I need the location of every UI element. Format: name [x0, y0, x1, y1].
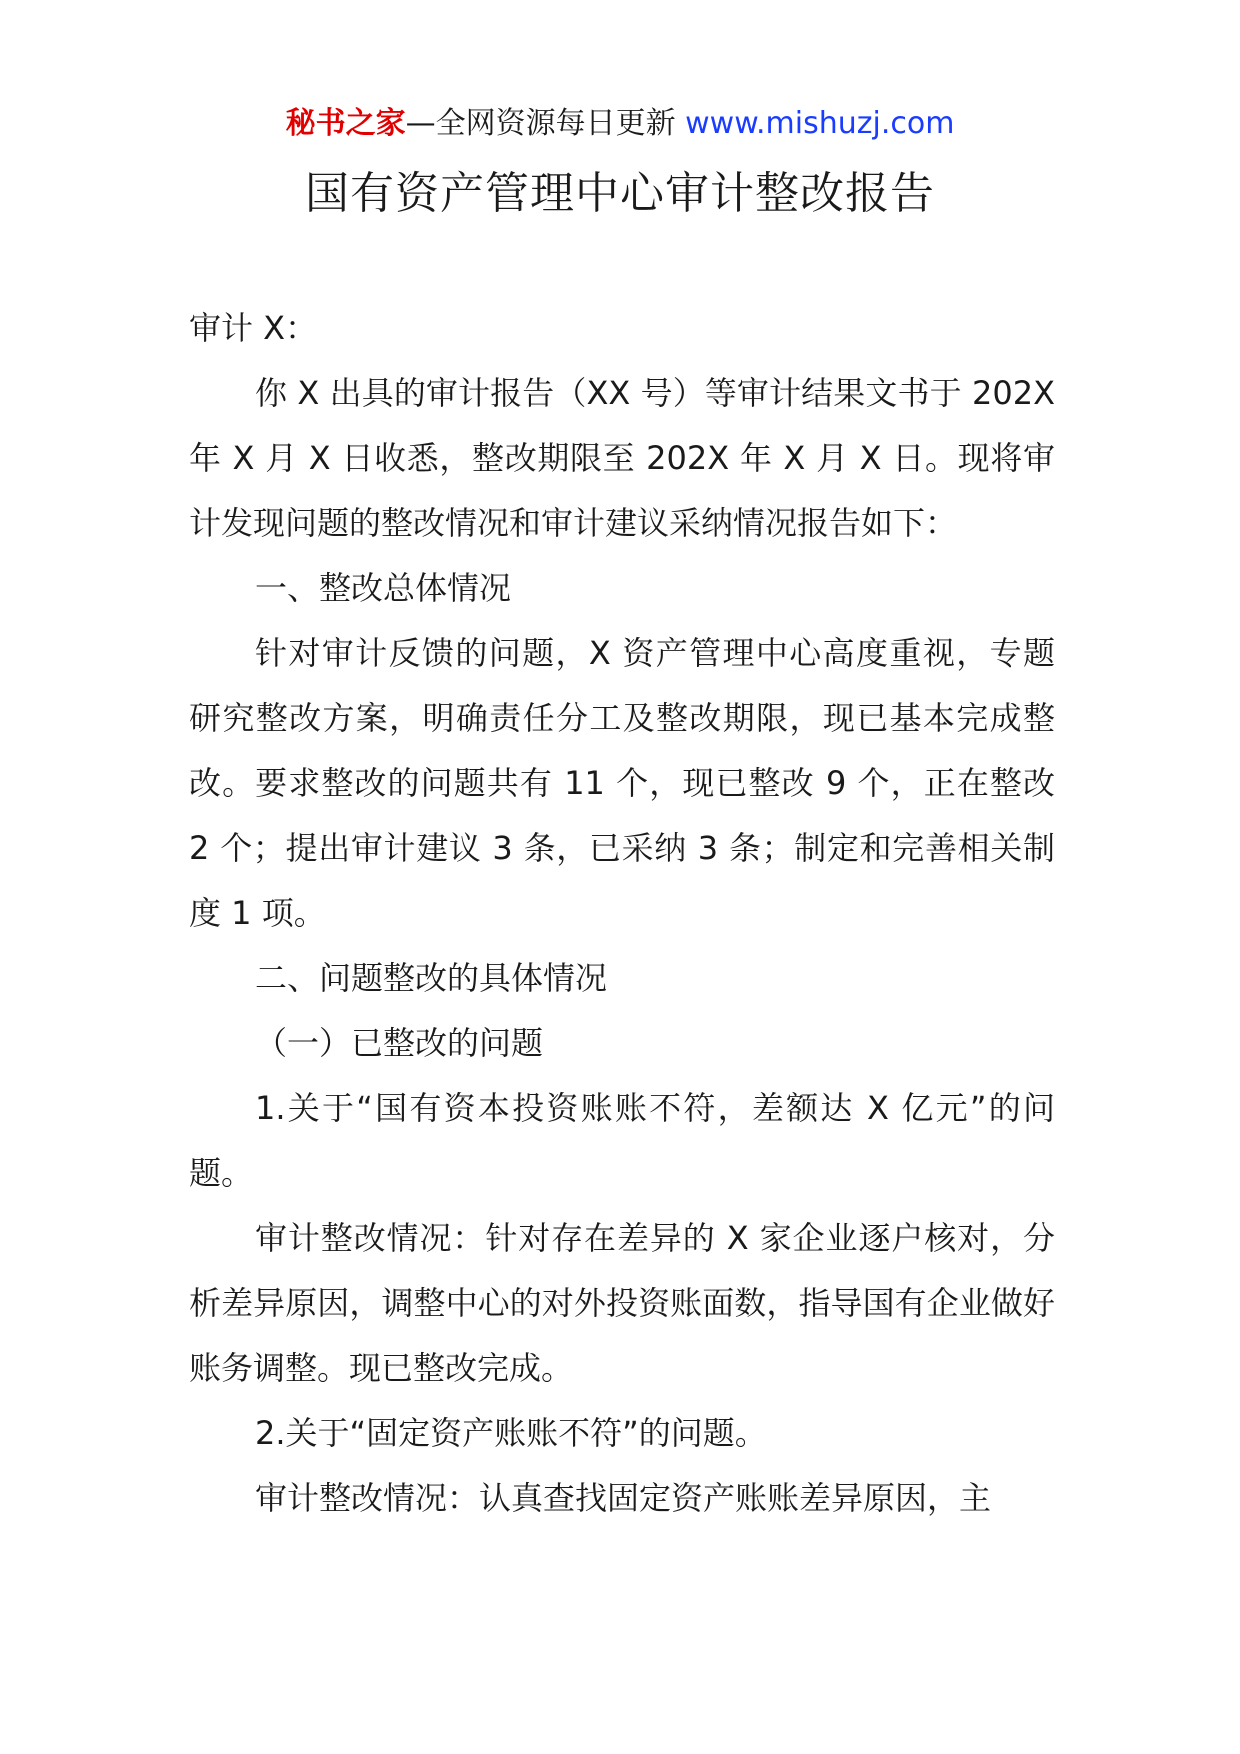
salutation: 审计 X： [189, 309, 318, 347]
header-tagline: —全网资源每日更新 [405, 106, 686, 141]
document-title: 国有资产管理中心审计整改报告 [305, 168, 935, 219]
section-heading-2: 二、问题整改的具体情况 [255, 959, 608, 997]
issue-item-2: 2.关于“固定资产账账不符”的问题。 [255, 1414, 767, 1452]
brand-name: 秘书之家 [285, 106, 406, 141]
paragraph-overview: 针对审计反馈的问题，X 资产管理中心高度重视，专题研究整改方案，明确责任分工及整改期限，现已基本完成整改。要求整改的问题共有 11 个，现已整改 9 个，正在整改 2 个；提出审计建议 3 条，已采纳 3 条；制定和完善相关制度 1 项。 [189, 634, 1055, 932]
issue-item-1: 1.关于“国有资本投资账账不符，差额达 X 亿元”的问题。 [189, 1089, 1055, 1192]
paragraph-intro: 你 X 出具的审计报告（XX 号）等审计结果文书于 202X 年 X 月 X 日收悉，整改期限至 202X 年 X 月 X 日。现将审计发现问题的整改情况和审计建议采纳情况报告如下： [189, 374, 1055, 542]
document-body [189, 296, 1055, 1531]
issue-rectification-2: 审计整改情况：认真查找固定资产账账差异原因，主 [255, 1479, 992, 1517]
website-link[interactable]: www.mishuzj.com [685, 106, 955, 141]
issue-rectification-1: 审计整改情况：针对存在差异的 X 家企业逐户核对，分析差异原因，调整中心的对外投资账面数，指导国有企业做好账务调整。现已整改完成。 [189, 1219, 1055, 1387]
subsection-heading-1: （一）已整改的问题 [255, 1024, 544, 1062]
watermark-header [0, 104, 1240, 144]
section-heading-1: 一、整改总体情况 [255, 569, 512, 607]
